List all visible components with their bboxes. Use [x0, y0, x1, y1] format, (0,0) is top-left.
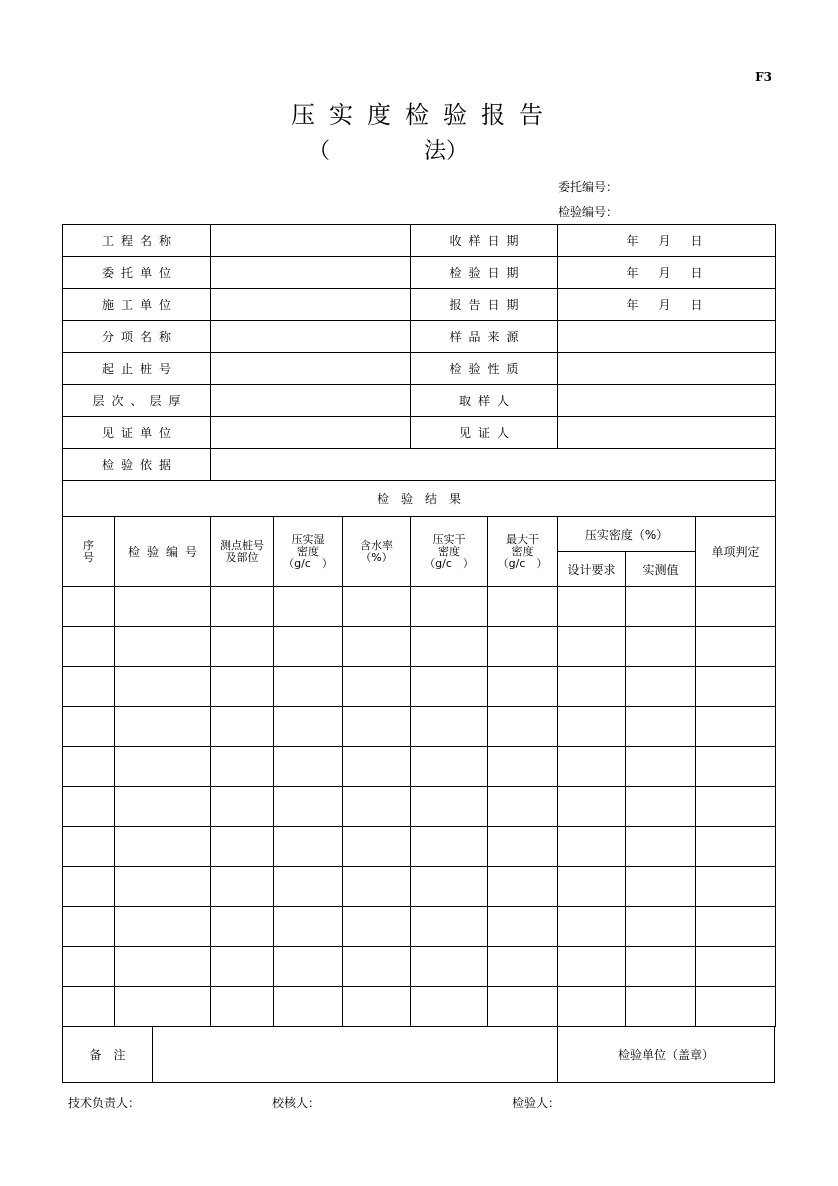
info-section: [63, 225, 776, 449]
table-cell[interactable]: [343, 747, 411, 787]
table-cell[interactable]: [626, 867, 696, 907]
table-cell[interactable]: [343, 907, 411, 947]
info-date[interactable]: 年 月 日: [558, 257, 776, 289]
info-value[interactable]: [211, 321, 411, 353]
col-judge: 单项判定: [696, 517, 776, 587]
table-cell[interactable]: [411, 627, 488, 667]
table-cell[interactable]: [696, 587, 776, 627]
table-cell[interactable]: [274, 907, 343, 947]
info-row: [63, 417, 776, 449]
stamp-label: 检验单位（盖章）: [617, 1048, 714, 1062]
col-point: 测点桩号 及部位: [211, 517, 274, 587]
table-cell[interactable]: [411, 707, 488, 747]
table-cell[interactable]: [211, 787, 274, 827]
table-cell[interactable]: [488, 747, 558, 787]
info-label: 分项名称: [63, 321, 211, 353]
col-measured: 实测值: [626, 552, 696, 587]
table-cell[interactable]: [63, 587, 115, 627]
table-cell[interactable]: [696, 627, 776, 667]
table-cell[interactable]: [558, 947, 626, 987]
table-cell[interactable]: [274, 827, 343, 867]
table-row: [63, 787, 776, 827]
method-open: （: [308, 139, 331, 164]
table-cell[interactable]: [115, 907, 211, 947]
table-row: [63, 987, 776, 1027]
test-no-label: 检验编号：: [558, 205, 619, 219]
table-cell[interactable]: [274, 747, 343, 787]
info-label-right: 收样日期: [411, 225, 558, 257]
table-row: [63, 947, 776, 987]
table-cell[interactable]: [211, 747, 274, 787]
basis-label: 检验依据: [63, 449, 211, 481]
table-cell[interactable]: [115, 947, 211, 987]
info-value[interactable]: [211, 289, 411, 321]
info-label: 层次、层厚: [63, 385, 211, 417]
col-max-dry-density: 最大干 密度 （g/c ）: [488, 517, 558, 587]
info-date[interactable]: 年 月 日: [558, 289, 776, 321]
col-seq: 序号: [63, 517, 115, 587]
col-dry-density: 压实干 密度 （g/c ）: [411, 517, 488, 587]
info-label: 委托单位: [63, 257, 211, 289]
basis-value[interactable]: [211, 449, 776, 481]
table-cell[interactable]: [343, 587, 411, 627]
info-date[interactable]: 年 月 日: [558, 225, 776, 257]
info-label-right: 见证人: [411, 417, 558, 449]
table-cell[interactable]: [343, 627, 411, 667]
table-row: [63, 827, 776, 867]
table-cell[interactable]: [626, 987, 696, 1027]
table-cell[interactable]: [343, 867, 411, 907]
table-cell[interactable]: [274, 707, 343, 747]
table-cell[interactable]: [211, 907, 274, 947]
info-label: 见证单位: [63, 417, 211, 449]
table-cell[interactable]: [411, 747, 488, 787]
table-cell[interactable]: [411, 787, 488, 827]
table-cell[interactable]: [558, 707, 626, 747]
col-wet-density: 压实湿 密度 （g/c ）: [274, 517, 343, 587]
table-cell[interactable]: [211, 867, 274, 907]
col-test-no: 检验编号: [115, 517, 211, 587]
info-row: [63, 225, 776, 257]
table-cell[interactable]: [626, 947, 696, 987]
table-row: [63, 707, 776, 747]
table-cell[interactable]: [63, 707, 115, 747]
table-cell[interactable]: [558, 587, 626, 627]
data-section: [63, 587, 776, 1027]
table-cell[interactable]: [211, 707, 274, 747]
table-cell[interactable]: [696, 907, 776, 947]
table-cell[interactable]: [274, 867, 343, 907]
info-row: [63, 321, 776, 353]
table-cell[interactable]: [343, 827, 411, 867]
document-code: F3: [755, 70, 772, 84]
table-row: [63, 907, 776, 947]
table-cell[interactable]: [488, 987, 558, 1027]
table-cell[interactable]: [343, 707, 411, 747]
col-compaction: 压实密度（%）: [558, 517, 696, 552]
table-cell[interactable]: [115, 747, 211, 787]
table-cell[interactable]: [274, 587, 343, 627]
table-cell[interactable]: [411, 907, 488, 947]
info-value[interactable]: [211, 225, 411, 257]
info-date[interactable]: [558, 353, 776, 385]
table-cell[interactable]: [488, 787, 558, 827]
info-label-right: 检验日期: [411, 257, 558, 289]
table-cell[interactable]: [115, 587, 211, 627]
table-cell[interactable]: [411, 947, 488, 987]
table-cell[interactable]: [558, 827, 626, 867]
table-cell[interactable]: [696, 787, 776, 827]
table-cell[interactable]: [411, 667, 488, 707]
table-cell[interactable]: [626, 627, 696, 667]
table-cell[interactable]: [696, 987, 776, 1027]
info-value[interactable]: [211, 353, 411, 385]
table-cell[interactable]: [696, 707, 776, 747]
table-row: [63, 867, 776, 907]
table-cell[interactable]: [558, 747, 626, 787]
info-label-right: 取样人: [411, 385, 558, 417]
table-cell[interactable]: [63, 667, 115, 707]
table-cell[interactable]: [558, 627, 626, 667]
table-cell[interactable]: [411, 587, 488, 627]
table-cell[interactable]: [115, 987, 211, 1027]
info-value[interactable]: [211, 385, 411, 417]
table-cell[interactable]: [274, 667, 343, 707]
table-cell[interactable]: [696, 827, 776, 867]
table-cell[interactable]: [211, 627, 274, 667]
remark-label: 备 注: [63, 1027, 153, 1082]
table-cell[interactable]: [115, 627, 211, 667]
table-cell[interactable]: [63, 867, 115, 907]
table-cell[interactable]: [343, 987, 411, 1027]
table-cell[interactable]: [488, 827, 558, 867]
table-cell[interactable]: [558, 867, 626, 907]
remark-row: [62, 1027, 775, 1083]
table-cell[interactable]: [626, 787, 696, 827]
table-cell[interactable]: [211, 827, 274, 867]
table-cell[interactable]: [211, 947, 274, 987]
checker-label: 校核人：: [272, 1096, 321, 1110]
col-design: 设计要求: [558, 552, 626, 587]
table-cell[interactable]: [274, 987, 343, 1027]
table-row: [63, 747, 776, 787]
table-cell[interactable]: [115, 867, 211, 907]
table-cell[interactable]: [343, 787, 411, 827]
table-cell[interactable]: [63, 787, 115, 827]
info-date[interactable]: [558, 417, 776, 449]
table-cell[interactable]: [488, 627, 558, 667]
table-cell[interactable]: [211, 987, 274, 1027]
table-cell[interactable]: [626, 907, 696, 947]
table-cell[interactable]: [115, 707, 211, 747]
table-cell[interactable]: [696, 867, 776, 907]
table-cell[interactable]: [115, 827, 211, 867]
info-label: 施工单位: [63, 289, 211, 321]
table-row: [63, 587, 776, 627]
table-cell[interactable]: [411, 867, 488, 907]
table-cell[interactable]: [488, 947, 558, 987]
info-row: [63, 257, 776, 289]
table-cell[interactable]: [696, 667, 776, 707]
table-cell[interactable]: [63, 947, 115, 987]
method-close: 法）: [424, 139, 469, 164]
info-row: [63, 385, 776, 417]
table-cell[interactable]: [626, 667, 696, 707]
col-moisture: 含水率 （%）: [343, 517, 411, 587]
table-cell[interactable]: [274, 947, 343, 987]
table-cell[interactable]: [343, 947, 411, 987]
info-row: [63, 353, 776, 385]
table-cell[interactable]: [63, 747, 115, 787]
table-cell[interactable]: [626, 827, 696, 867]
table-cell[interactable]: [211, 587, 274, 627]
info-value[interactable]: [211, 417, 411, 449]
entrust-no-label: 委托编号：: [558, 180, 619, 194]
info-date[interactable]: [558, 385, 776, 417]
table-cell[interactable]: [211, 667, 274, 707]
table-cell[interactable]: [274, 627, 343, 667]
report-table: [62, 224, 776, 1027]
table-cell[interactable]: [274, 787, 343, 827]
table-cell[interactable]: [411, 987, 488, 1027]
table-cell[interactable]: [626, 587, 696, 627]
table-cell[interactable]: [115, 787, 211, 827]
table-cell[interactable]: [696, 947, 776, 987]
table-cell[interactable]: [115, 667, 211, 707]
table-cell[interactable]: [488, 907, 558, 947]
info-label: 工程名称: [63, 225, 211, 257]
table-cell[interactable]: [626, 747, 696, 787]
info-date[interactable]: [558, 321, 776, 353]
table-cell[interactable]: [63, 907, 115, 947]
info-label-right: 报告日期: [411, 289, 558, 321]
table-cell[interactable]: [696, 747, 776, 787]
info-label-right: 样品来源: [411, 321, 558, 353]
remark-value[interactable]: [153, 1027, 558, 1082]
table-cell[interactable]: [488, 867, 558, 907]
table-row: [63, 627, 776, 667]
table-cell[interactable]: [488, 587, 558, 627]
table-cell[interactable]: [558, 907, 626, 947]
table-cell[interactable]: [488, 707, 558, 747]
table-row: [63, 667, 776, 707]
table-cell[interactable]: [626, 707, 696, 747]
table-cell[interactable]: [558, 667, 626, 707]
table-cell[interactable]: [411, 827, 488, 867]
table-cell[interactable]: [63, 627, 115, 667]
table-cell[interactable]: [558, 987, 626, 1027]
table-cell[interactable]: [63, 987, 115, 1027]
tester-label: 检验人：: [512, 1096, 561, 1110]
tech-lead-label: 技术负责人：: [68, 1096, 141, 1110]
info-label: 起止桩号: [63, 353, 211, 385]
table-cell[interactable]: [558, 787, 626, 827]
table-cell[interactable]: [488, 667, 558, 707]
table-cell[interactable]: [343, 667, 411, 707]
info-row: [63, 289, 776, 321]
table-cell[interactable]: [63, 827, 115, 867]
info-value[interactable]: [211, 257, 411, 289]
info-label-right: 检验性质: [411, 353, 558, 385]
results-label: 检 验 结 果: [63, 481, 776, 517]
page-title: 压实度检验报告: [291, 101, 557, 129]
